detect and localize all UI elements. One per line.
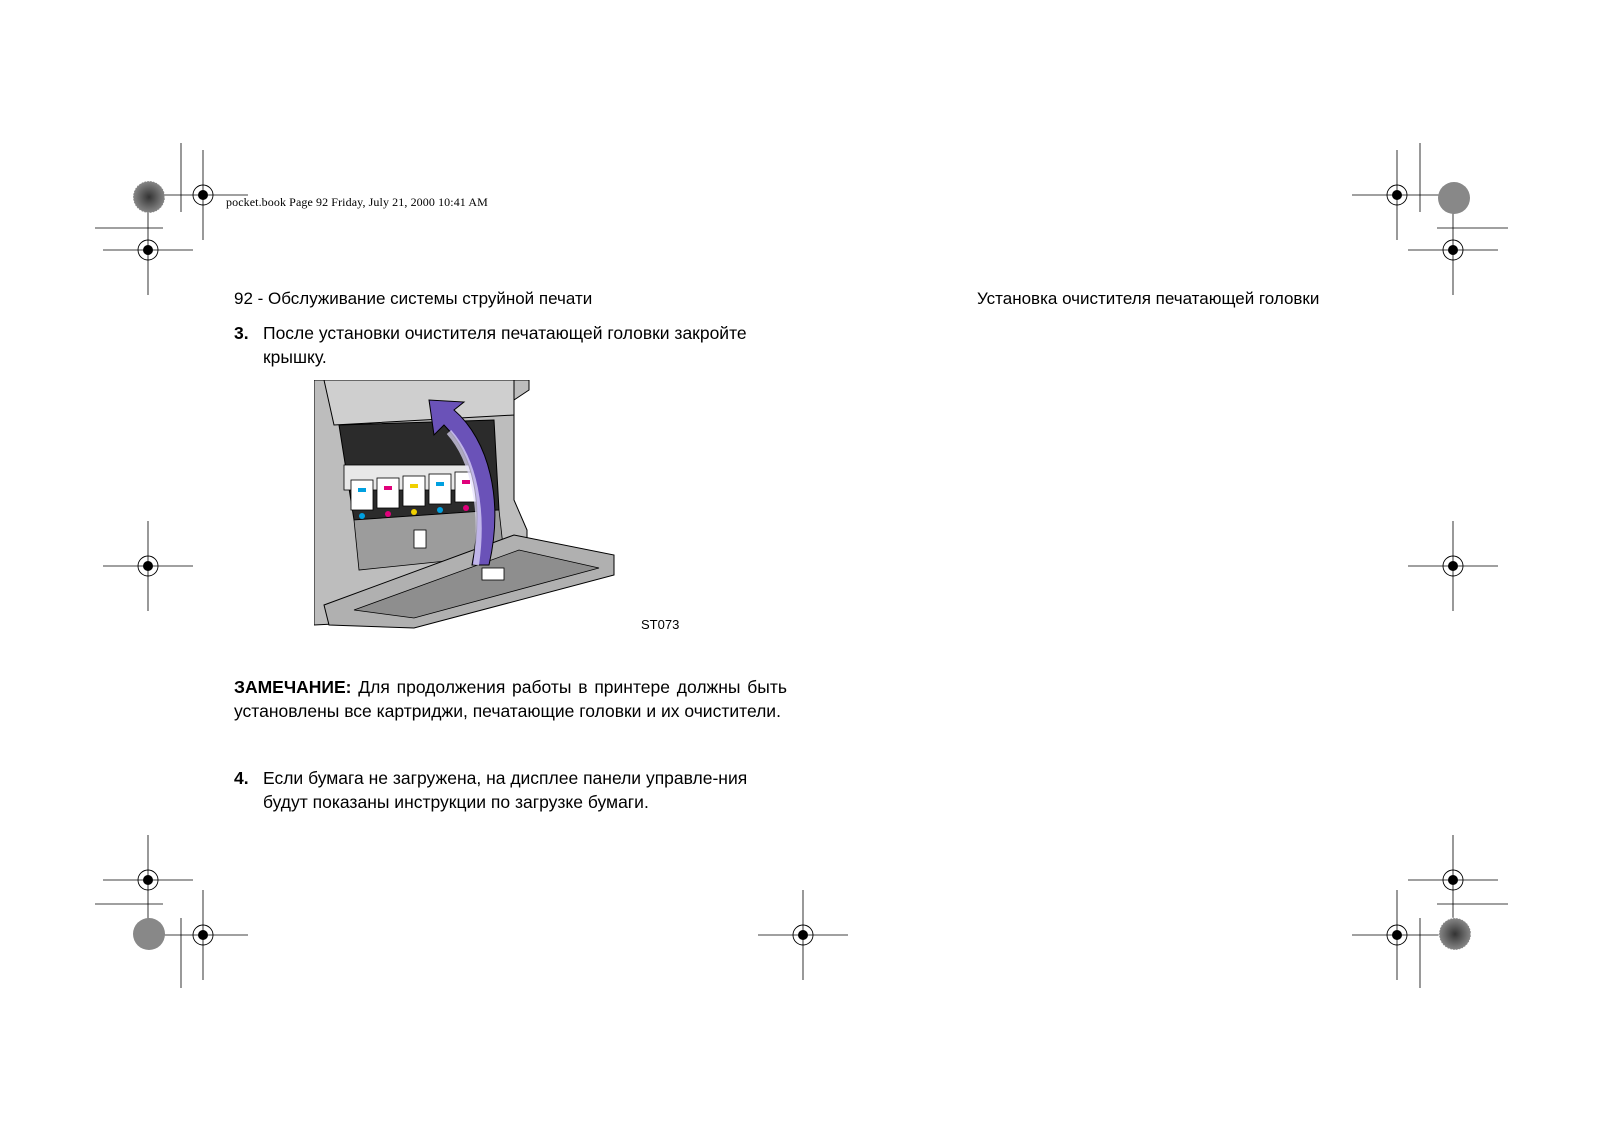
figure-code: ST073 bbox=[641, 617, 680, 632]
running-header-right: Установка очистителя печатающей головки bbox=[977, 289, 1320, 308]
step-text: После установки очистителя печатающей головки закройте крышку. bbox=[263, 323, 747, 367]
star-target-tl bbox=[133, 181, 165, 213]
note-paragraph bbox=[234, 675, 787, 723]
step-3 bbox=[234, 321, 794, 369]
step-4 bbox=[234, 766, 794, 814]
step-text: Если бумага не загружена, на дисплее панели управле-ния будут показаны инструкции по загрузке бумаги. bbox=[263, 768, 748, 812]
step-number: 4. bbox=[234, 768, 249, 788]
note-label: ЗАМЕЧАНИЕ: bbox=[234, 677, 352, 697]
page-slug-line: pocket.book Page 92 Friday, July 21, 2000 10:41 AM bbox=[226, 195, 488, 209]
note-text: Для продолжения работы в принтере должны быть установлены все картриджи, печатающие головки и их очистители. bbox=[234, 677, 787, 721]
running-header-left: 92 - Обслуживание системы струйной печати bbox=[234, 289, 593, 308]
step-number: 3. bbox=[234, 323, 249, 343]
printer-cover-illustration bbox=[314, 380, 620, 645]
